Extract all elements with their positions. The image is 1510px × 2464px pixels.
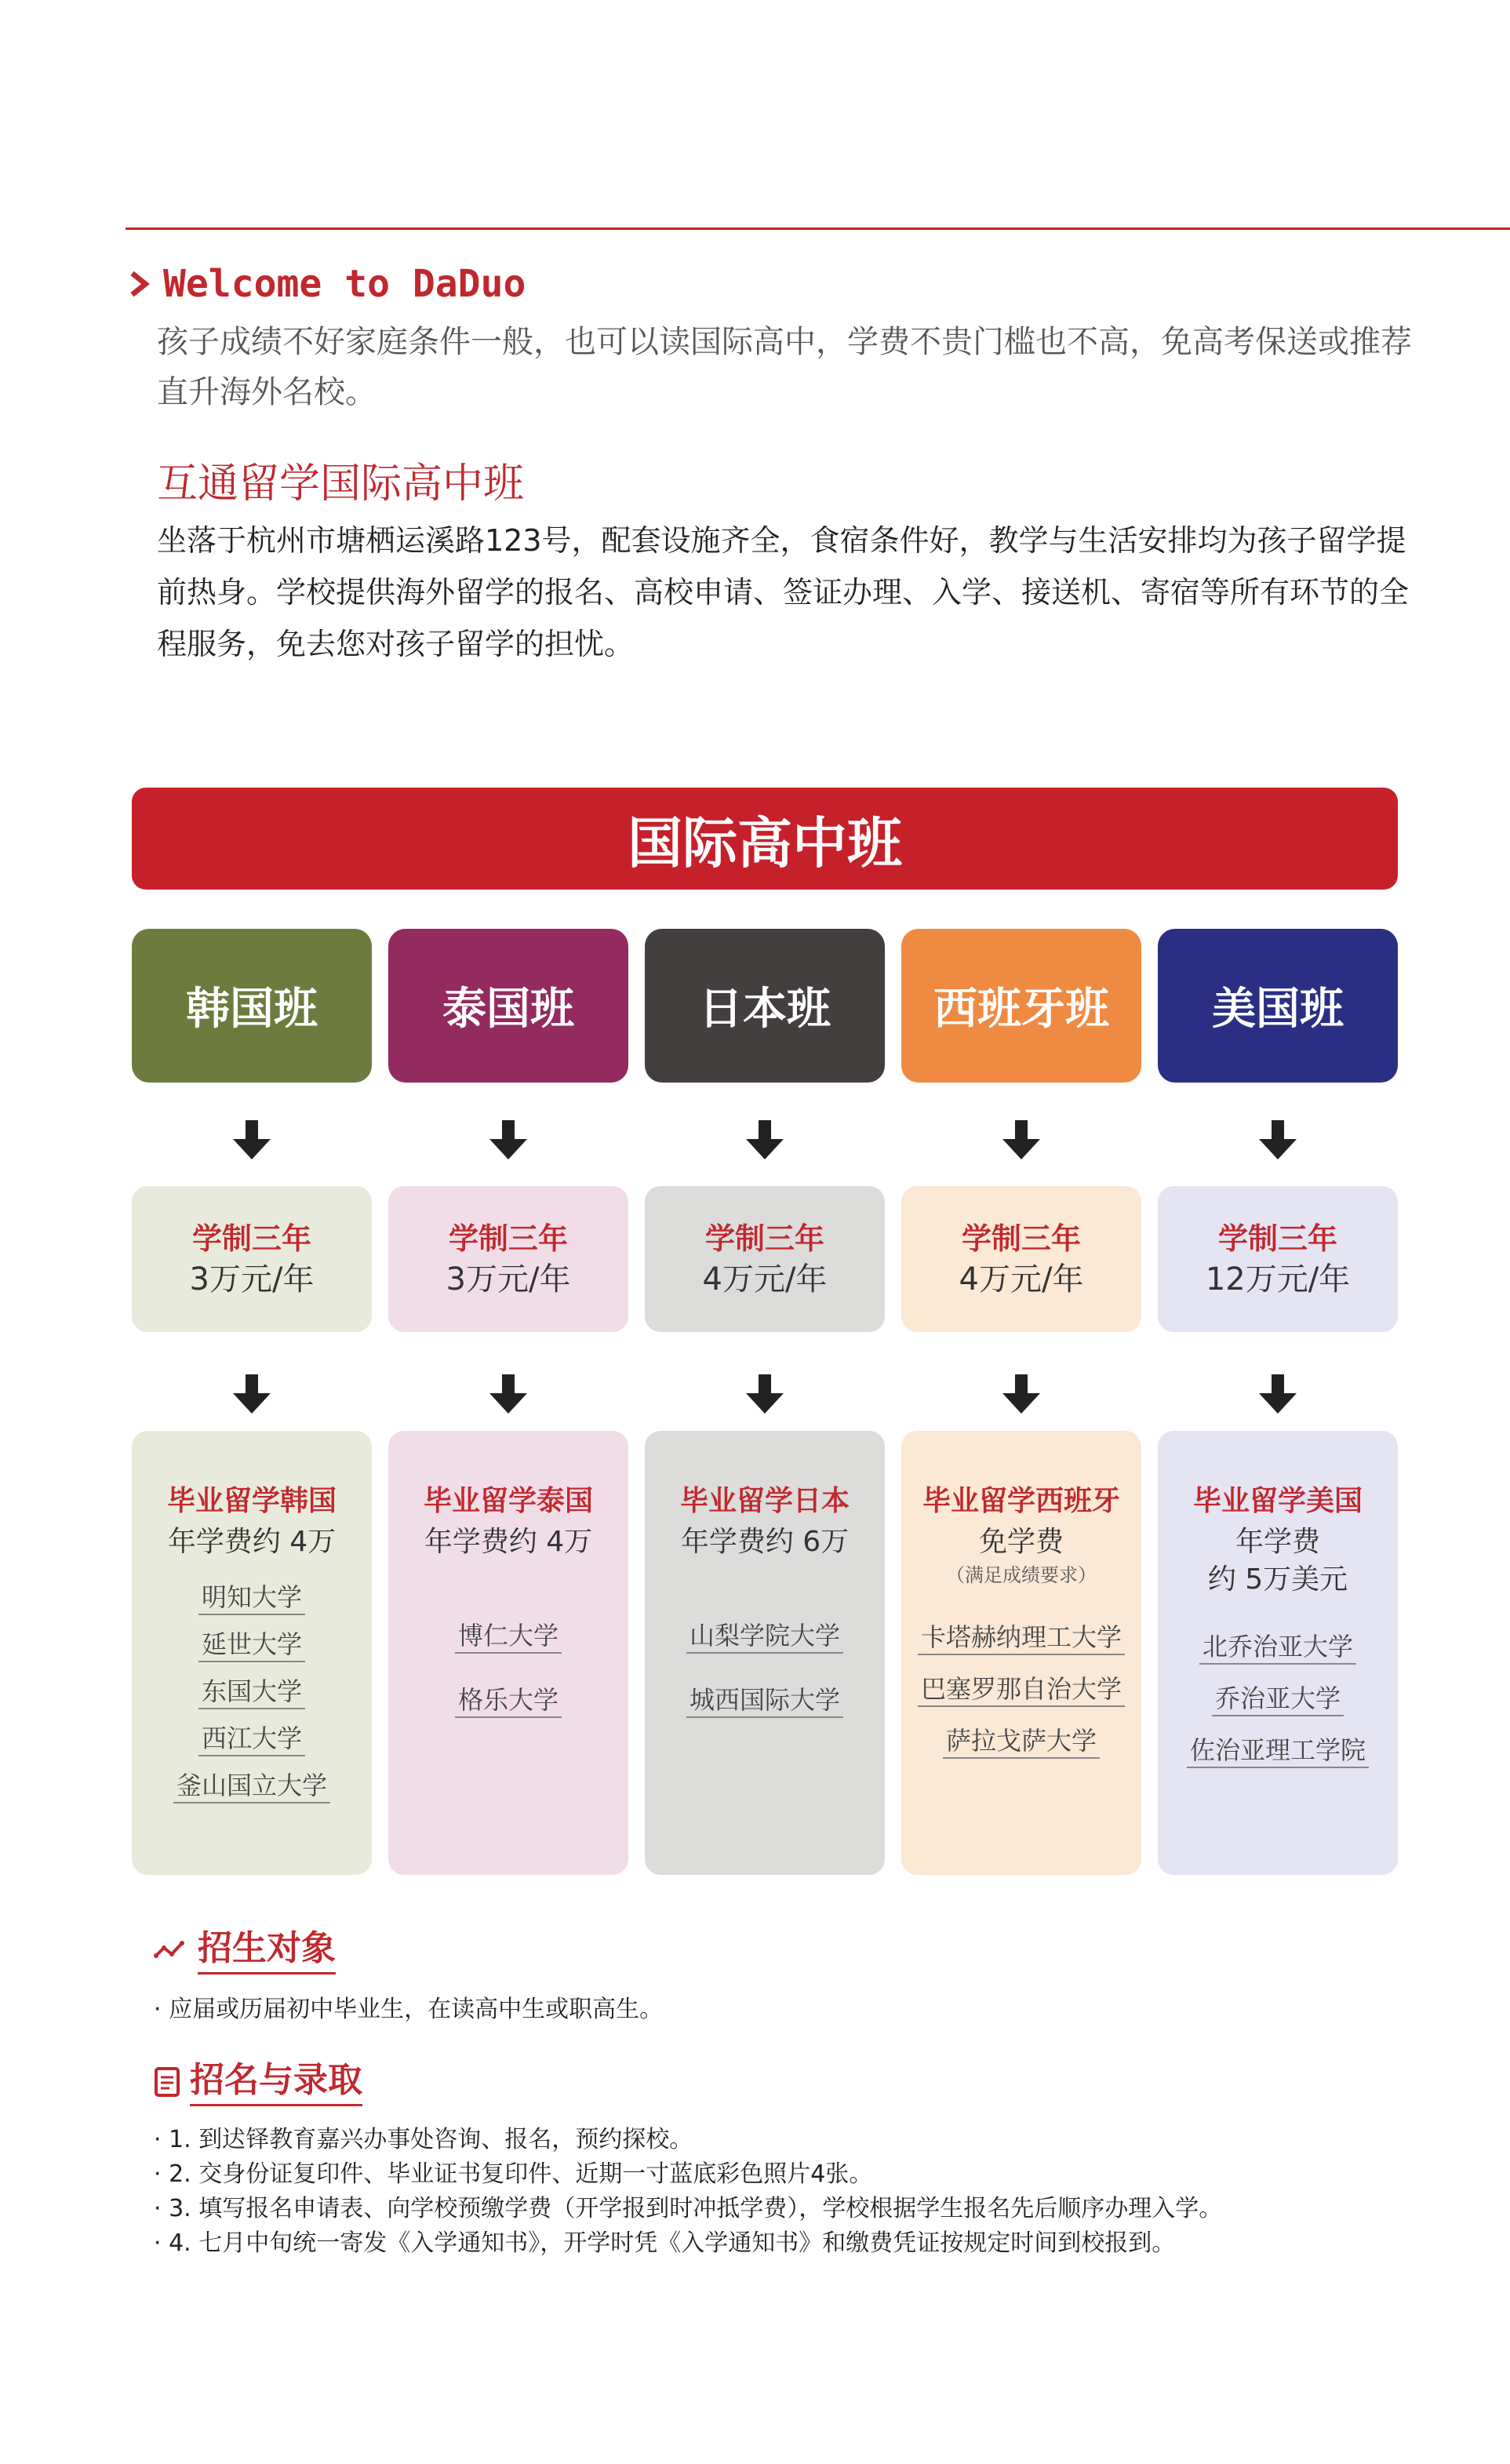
graduation-title: 毕业留学西班牙: [922, 1485, 1120, 1517]
target-heading: [154, 1925, 336, 1974]
target-title: 招生对象: [198, 1925, 336, 1974]
tuition-value: 4万元/年: [959, 1261, 1084, 1298]
arrow-down-icon: [233, 1393, 271, 1414]
enroll-title: 招名与录取: [190, 2057, 362, 2106]
university-item: 釜山国立大学: [173, 1771, 330, 1803]
arrow-down-icon: [1002, 1139, 1040, 1159]
tuition-value: 3万元/年: [446, 1261, 571, 1298]
arrow-down-icon: [1002, 1393, 1040, 1414]
graduation-card: [388, 1431, 628, 1875]
arrow-down-icon: [233, 1139, 271, 1159]
tuition-value: 3万元/年: [189, 1261, 315, 1298]
intro-text: 孩子成绩不好家庭条件一般，也可以读国际高中，学费不贵门槛也不高，免高考保送或推荐直升海外名校。: [157, 324, 1412, 410]
school-title: 互通留学国际高中班: [157, 460, 525, 508]
enroll-step: · 1. 到迖铎教育嘉兴办事处咨询、报名，预约探校。: [154, 2126, 693, 2153]
class-card: 韩国班: [132, 929, 372, 1083]
graduation-card: [645, 1431, 885, 1875]
university-item: 山梨学院大学: [686, 1621, 843, 1654]
graduation-card: [901, 1431, 1141, 1875]
graduation-fee: 年学费约 4万: [167, 1526, 337, 1558]
document-icon: [154, 2066, 180, 2098]
program-banner: 国际高中班: [132, 788, 1398, 890]
duration-label: 学制三年: [704, 1221, 824, 1256]
university-item: 卡塔赫纳理工大学: [918, 1622, 1125, 1655]
university-item: 格乐大学: [455, 1685, 562, 1718]
university-list: [686, 1605, 843, 1734]
chevron-right-icon: [126, 271, 152, 297]
university-item: 乔治亚大学: [1212, 1683, 1344, 1716]
class-card: 日本班: [645, 929, 885, 1083]
arrow-down-icon: [746, 1393, 784, 1414]
fee-card: [901, 1186, 1141, 1332]
arrow-down-icon: [489, 1393, 527, 1414]
header-rule: [126, 227, 1510, 230]
university-item: 北乔治亚大学: [1199, 1632, 1356, 1665]
university-item: 明知大学: [198, 1582, 305, 1615]
graduation-card: [132, 1431, 372, 1875]
graduation-fee: 免学费: [978, 1526, 1064, 1558]
duration-label: 学制三年: [191, 1221, 311, 1256]
welcome-title: Welcome to DaDuo: [163, 262, 526, 306]
graduation-card: [1158, 1431, 1398, 1875]
fee-card: [645, 1186, 885, 1332]
target-text: · 应届或历届初中毕业生，在读高中生或职高生。: [154, 1996, 664, 2023]
university-item: 博仁大学: [455, 1621, 562, 1654]
university-item: 东国大学: [198, 1676, 305, 1709]
graduation-title: 毕业留学美国: [1192, 1485, 1363, 1517]
fee-card: [1158, 1186, 1398, 1332]
enroll-step: · 2. 交身份证复印件、毕业证书复印件、近期一寸蓝底彩色照片4张。: [154, 2160, 873, 2188]
graduation-fee: 年学费 约 5万美元: [1207, 1526, 1348, 1596]
enroll-step: · 3. 填写报名申请表、向学校预缴学费（开学报到时冲抵学费），学校根据学生报名先后顺序办理入学。: [154, 2195, 1223, 2222]
duration-label: 学制三年: [448, 1221, 568, 1256]
arrow-down-icon: [1259, 1139, 1297, 1159]
enroll-steps: [154, 2123, 1487, 2261]
arrow-down-icon: [746, 1139, 784, 1159]
tuition-value: 12万元/年: [1205, 1261, 1351, 1298]
duration-label: 学制三年: [961, 1221, 1081, 1256]
university-item: 巴塞罗那自治大学: [918, 1674, 1125, 1707]
class-card: 泰国班: [388, 929, 628, 1083]
fee-card: [388, 1186, 628, 1332]
welcome-heading: [126, 260, 526, 308]
arrow-down-icon: [1259, 1393, 1297, 1414]
university-list: [455, 1605, 562, 1734]
graduation-fee: 年学费约 6万: [680, 1526, 850, 1558]
enroll-heading: [154, 2057, 362, 2106]
school-description: 坐落于杭州市塘栖运溪路123号，配套设施齐全，食宿条件好，教学与生活安排均为孩子留学提前热身。学校提供海外留学的报名、高校申请、签证办理、入学、接送机、寄宿等所有环节的全程服务，免去您对孩子留学的担忧。: [157, 523, 1410, 661]
graduation-title: 毕业留学日本: [679, 1485, 850, 1517]
university-item: 萨拉戈萨大学: [943, 1726, 1100, 1759]
graduation-title: 毕业留学泰国: [423, 1485, 593, 1517]
graduation-note: （满足成绩要求）: [946, 1564, 1097, 1586]
university-list: [918, 1613, 1125, 1768]
fee-card: [132, 1186, 372, 1332]
university-item: 延世大学: [198, 1629, 305, 1662]
tuition-value: 4万元/年: [702, 1261, 828, 1298]
class-card: 美国班: [1158, 929, 1398, 1083]
university-list: [1187, 1622, 1369, 1778]
university-item: 西江大学: [198, 1723, 305, 1756]
class-card: 西班牙班: [901, 929, 1141, 1083]
arrow-down-icon: [489, 1139, 527, 1159]
graduation-title: 毕业留学韩国: [166, 1485, 337, 1517]
graduation-fee: 年学费约 4万: [424, 1526, 593, 1558]
university-item: 城西国际大学: [686, 1685, 843, 1718]
duration-label: 学制三年: [1217, 1221, 1337, 1256]
university-item: 佐治亚理工学院: [1187, 1735, 1369, 1768]
enroll-step: · 4. 七月中旬统一寄发《入学通知书》，开学时凭《入学通知书》和缴费凭证按规定时间到校报到。: [154, 2229, 1176, 2257]
university-list: [173, 1575, 330, 1811]
trend-icon: [154, 1938, 188, 1962]
